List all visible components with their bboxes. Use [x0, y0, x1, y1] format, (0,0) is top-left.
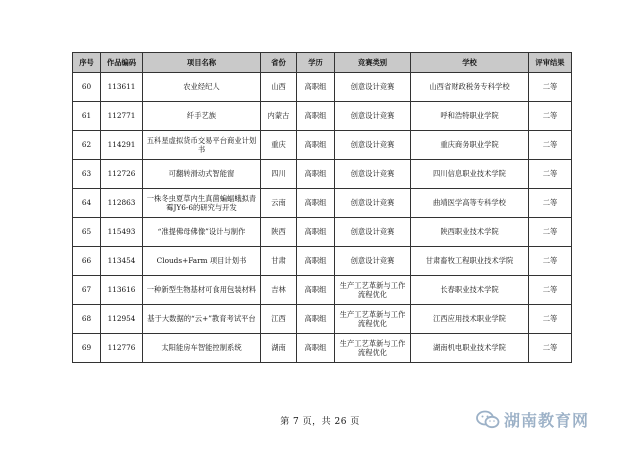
table-row [73, 305, 572, 334]
cell-name: 一种新型生物基材可食用包装材料 [143, 276, 261, 305]
cell-province: 湖南 [261, 334, 297, 363]
cell-name: 基于大数据的“云+”教育考试平台 [143, 305, 261, 334]
cell-result: 二等 [529, 73, 572, 102]
cell-code: 112954 [101, 305, 143, 334]
cell-level: 高职组 [297, 73, 335, 102]
cell-result: 二等 [529, 276, 572, 305]
cell-code: 113611 [101, 73, 143, 102]
table-row [73, 218, 572, 247]
table-row [73, 73, 572, 102]
cell-no: 61 [73, 102, 101, 131]
table-row [73, 102, 572, 131]
cell-province: 陕西 [261, 218, 297, 247]
table-row [73, 334, 572, 363]
cell-no: 69 [73, 334, 101, 363]
table-row [73, 131, 572, 160]
cell-province: 四川 [261, 160, 297, 189]
header-result: 评审结果 [529, 53, 572, 73]
cell-name: Clouds+Farm 项目计划书 [143, 247, 261, 276]
cell-category: 生产工艺革新与工作流程优化 [335, 276, 411, 305]
table-row [73, 160, 572, 189]
cell-level: 高职组 [297, 131, 335, 160]
cell-code: 112863 [101, 189, 143, 218]
award-table [72, 52, 572, 363]
cell-name: 五科星虚拟货币交易平台商业计划书 [143, 131, 261, 160]
cell-level: 高职组 [297, 189, 335, 218]
cell-level: 高职组 [297, 247, 335, 276]
cell-name: 农业经纪人 [143, 73, 261, 102]
cell-school: 重庆商务职业学院 [411, 131, 529, 160]
cell-code: 112726 [101, 160, 143, 189]
cell-category: 创意设计竞赛 [335, 131, 411, 160]
cell-level: 高职组 [297, 160, 335, 189]
cell-no: 68 [73, 305, 101, 334]
cell-result: 二等 [529, 160, 572, 189]
header-level: 学历 [297, 53, 335, 73]
cell-school: 陕西职业技术学院 [411, 218, 529, 247]
header-name: 项目名称 [143, 53, 261, 73]
watermark [476, 408, 589, 431]
cell-result: 二等 [529, 247, 572, 276]
cell-category: 创意设计竞赛 [335, 102, 411, 131]
cell-result: 二等 [529, 305, 572, 334]
cell-category: 创意设计竞赛 [335, 247, 411, 276]
cell-province: 内蒙古 [261, 102, 297, 131]
cell-province: 江西 [261, 305, 297, 334]
cell-no: 64 [73, 189, 101, 218]
cell-code: 113454 [101, 247, 143, 276]
table-header-row [73, 53, 572, 73]
cell-no: 63 [73, 160, 101, 189]
cell-category: 创意设计竞赛 [335, 218, 411, 247]
cell-result: 二等 [529, 218, 572, 247]
wechat-logo-icon [476, 410, 500, 430]
header-category: 竞赛类别 [335, 53, 411, 73]
table-row [73, 189, 572, 218]
header-code: 作品编码 [101, 53, 143, 73]
table-row [73, 247, 572, 276]
cell-province: 吉林 [261, 276, 297, 305]
cell-category: 创意设计竞赛 [335, 160, 411, 189]
cell-name: 可翻转滑动式智能窗 [143, 160, 261, 189]
cell-code: 113616 [101, 276, 143, 305]
cell-result: 二等 [529, 102, 572, 131]
cell-result: 二等 [529, 334, 572, 363]
cell-category: 创意设计竞赛 [335, 189, 411, 218]
cell-no: 66 [73, 247, 101, 276]
cell-school: 曲靖医学高等专科学校 [411, 189, 529, 218]
cell-name: 太阳能房车智能控制系统 [143, 334, 261, 363]
cell-category: 创意设计竞赛 [335, 73, 411, 102]
cell-no: 62 [73, 131, 101, 160]
cell-name: 纤手艺族 [143, 102, 261, 131]
cell-code: 112776 [101, 334, 143, 363]
header-province: 省份 [261, 53, 297, 73]
cell-level: 高职组 [297, 102, 335, 131]
cell-school: 长春职业技术学院 [411, 276, 529, 305]
watermark-text: 湖南教育网 [504, 411, 590, 430]
table-row [73, 276, 572, 305]
cell-no: 60 [73, 73, 101, 102]
cell-code: 115493 [101, 218, 143, 247]
cell-province: 重庆 [261, 131, 297, 160]
cell-school: 湖南机电职业技术学院 [411, 334, 529, 363]
cell-name: “准提佛母佛像”设计与制作 [143, 218, 261, 247]
cell-no: 65 [73, 218, 101, 247]
cell-province: 云南 [261, 189, 297, 218]
cell-no: 67 [73, 276, 101, 305]
cell-province: 山西 [261, 73, 297, 102]
cell-level: 高职组 [297, 334, 335, 363]
cell-code: 114291 [101, 131, 143, 160]
cell-name: 一株冬虫夏草内生真菌蝙蝠蛾拟青霉JY6-6的研究与开发 [143, 189, 261, 218]
cell-school: 山西省财政税务专科学校 [411, 73, 529, 102]
cell-code: 112771 [101, 102, 143, 131]
cell-result: 二等 [529, 189, 572, 218]
cell-level: 高职组 [297, 276, 335, 305]
page-number: 第 7 页，共 26 页 [280, 417, 360, 427]
header-school: 学校 [411, 53, 529, 73]
cell-category: 生产工艺革新与工作流程优化 [335, 305, 411, 334]
cell-level: 高职组 [297, 305, 335, 334]
cell-result: 二等 [529, 131, 572, 160]
cell-school: 四川信息职业技术学院 [411, 160, 529, 189]
cell-school: 呼和浩特职业学院 [411, 102, 529, 131]
header-no: 序号 [73, 53, 101, 73]
cell-province: 甘肃 [261, 247, 297, 276]
cell-level: 高职组 [297, 218, 335, 247]
cell-category: 生产工艺革新与工作流程优化 [335, 334, 411, 363]
cell-school: 甘肃畜牧工程职业技术学院 [411, 247, 529, 276]
cell-school: 江西应用技术职业学院 [411, 305, 529, 334]
